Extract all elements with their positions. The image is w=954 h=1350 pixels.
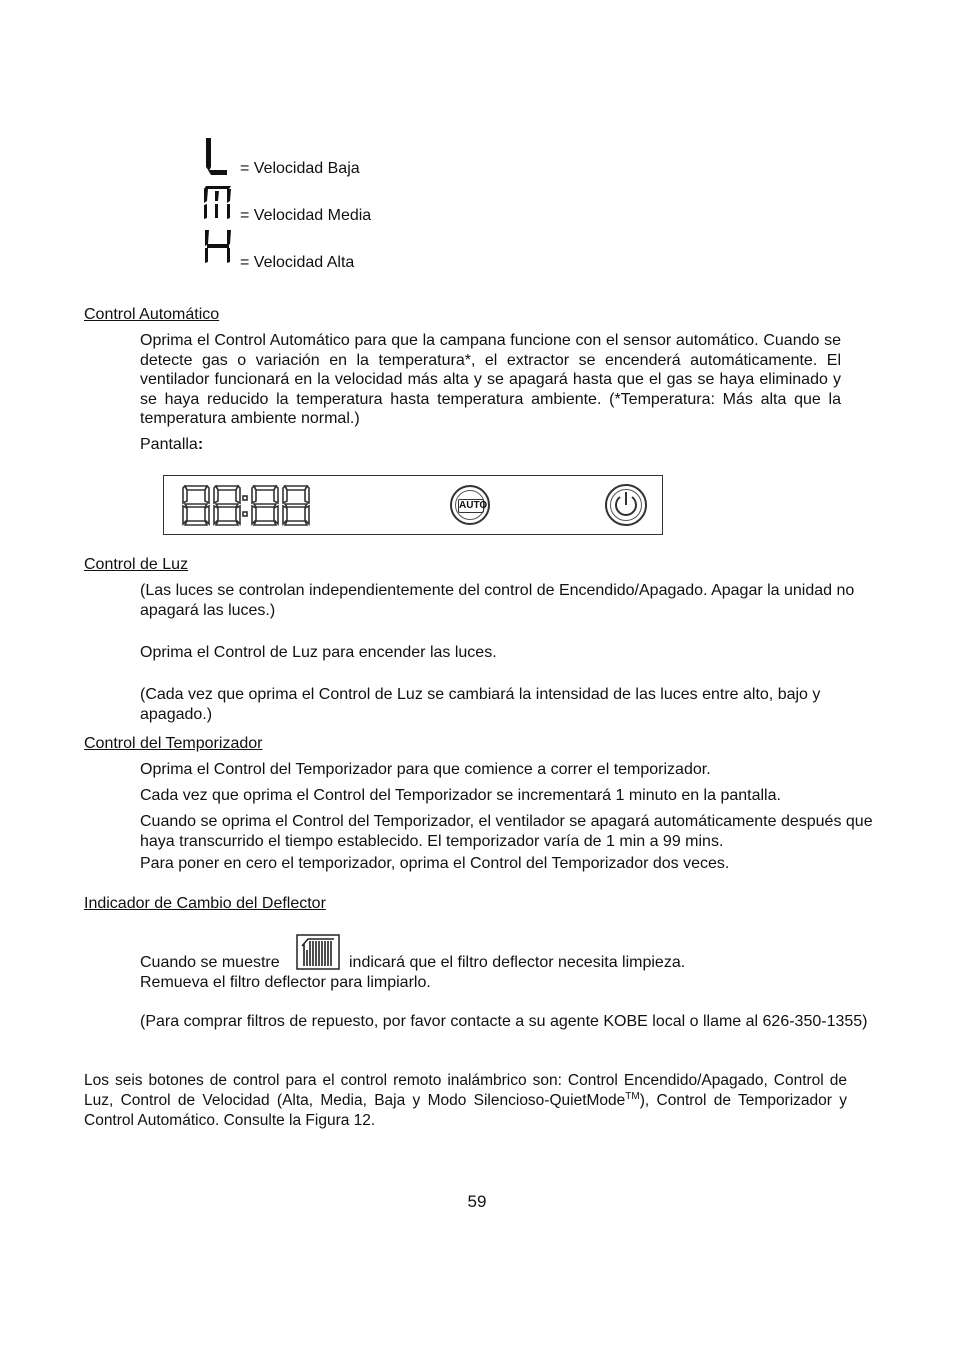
auto-control-heading: Control Automático (84, 306, 220, 323)
timer-control-p4: Para poner en cero el temporizador, oprima el Control del Temporizador dos veces. (140, 855, 730, 872)
speed-low-label: = Velocidad Baja (240, 160, 360, 177)
timer-control-heading: Control del Temporizador (84, 735, 263, 752)
speed-high-label: = Velocidad Alta (240, 254, 355, 271)
speed-medium-label: = Velocidad Media (240, 207, 372, 224)
baffle-indicator-heading: Indicador de Cambio del Deflector (84, 895, 326, 912)
auto-button-label: AUTO (459, 500, 488, 511)
speed-high-icon (203, 229, 233, 270)
timer-control-p3: Cuando se oprima el Control del Temporizador, el ventilador se apagará automáticamente después que haya transcurrido el tiempo establecido. El temporizador varía de 1 min a 99 mins. (140, 813, 873, 850)
auto-control-body: Oprima el Control Automático para que la campana funcione con el sensor automático. Cuando se detecte gas o variación en la temperatura*, el extractor se encenderá automáticamente. El ventilador funcionará en la velocidad más alta y se apagará hasta que el gas se haya eliminado y se haya reducido la temperatura hasta temperatura ambiente. (*Temperatura: Más alta que la temperatura ambiente normal.) (140, 332, 841, 427)
speed-low-icon (203, 137, 229, 182)
remote-control-paragraph (84, 1071, 847, 1131)
control-panel-display (163, 475, 663, 535)
remote-control-text-pre: Los seis botones de control para el control remoto inalámbrico son: Control Encendido/Apagado, Control de Luz, Control de Velocidad (Alta, Media, Baja y Modo Silencioso-QuietMode (84, 1072, 847, 1109)
baffle-replacement-contact: (Para comprar filtros de repuesto, por favor contacte a su agente KOBE local o llame al 626-350-1355) (140, 1013, 868, 1030)
baffle-filter-icon (296, 934, 340, 975)
page-number: 59 (467, 1192, 487, 1211)
light-control-instruction: Oprima el Control de Luz para encender las luces. (140, 644, 497, 661)
power-button[interactable] (605, 484, 647, 526)
baffle-indicator-text-post: indicará que el filtro deflector necesita limpieza. (349, 954, 686, 971)
time-display (182, 484, 312, 533)
light-control-note: (Las luces se controlan independientemente del control de Encendido/Apagado. Apagar la unidad no apagará las luces.) (140, 582, 855, 619)
screen-label: Pantalla: (140, 436, 204, 453)
power-icon (607, 486, 645, 524)
timer-control-p1: Oprima el Control del Temporizador para que comience a correr el temporizador. (140, 761, 711, 778)
speed-medium-icon (203, 185, 233, 226)
trademark-sup: TM (625, 1090, 640, 1102)
timer-control-p2: Cada vez que oprima el Control del Temporizador se incrementará 1 minuto en la pantalla. (140, 787, 781, 804)
remote-control-text-post: ), Control de Temporizador y Control Automático. Consulte la Figura 12. (84, 1092, 847, 1129)
light-control-intensity-note: (Cada vez que oprima el Control de Luz se cambiará la intensidad de las luces entre alto, bajo y apagado.) (140, 686, 821, 723)
light-control-heading: Control de Luz (84, 556, 189, 573)
baffle-indicator-remove: Remueva el filtro deflector para limpiarlo. (140, 974, 431, 991)
baffle-indicator-text-pre: Cuando se muestre (140, 954, 280, 971)
auto-button[interactable] (450, 485, 490, 525)
